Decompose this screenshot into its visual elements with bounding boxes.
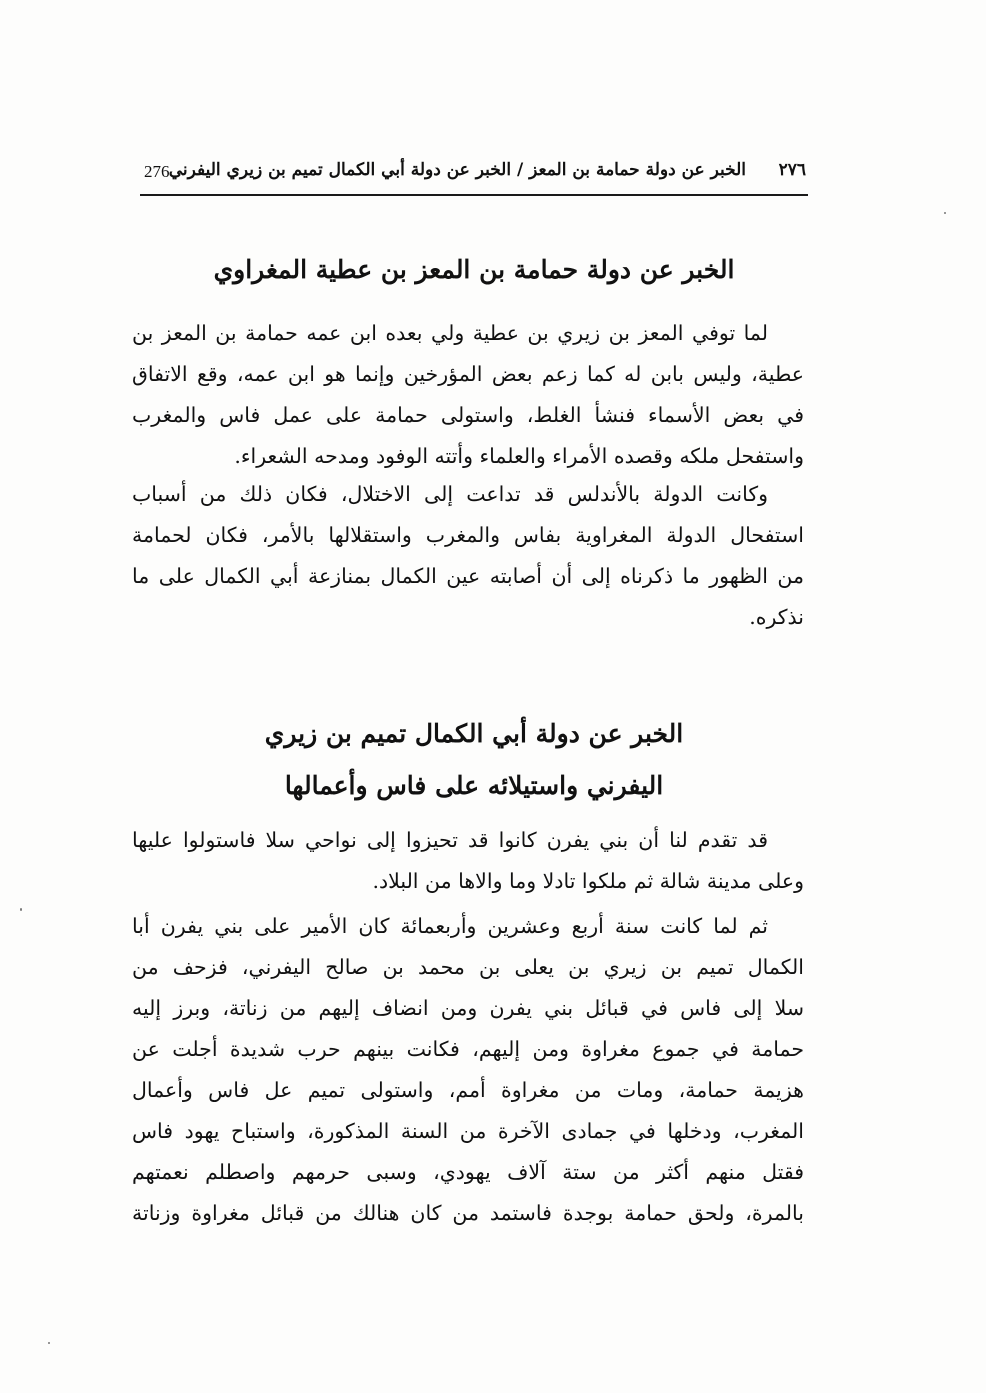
section-title-line: اليفرني واستيلائه على فاس وأعمالها xyxy=(284,771,664,800)
scan-speck xyxy=(48,1342,50,1344)
text-line: ثم لما كانت سنة أربع وعشرين وأربعمائة كان الأمير على بني يفرن أبا xyxy=(132,914,768,938)
text-line: وكانت الدولة بالأندلس قد تداعت إلى الاختلال، فكان ذلك من أسباب xyxy=(132,482,768,506)
scan-speck xyxy=(944,212,946,214)
section-title-tamim xyxy=(140,708,808,812)
scan-speck xyxy=(20,908,22,911)
text-line: حمامة في جموع مغراوة ومن إليهم، فكانت بينهم حرب شديدة أجلت عن xyxy=(132,1037,804,1061)
text-line: استفحال الدولة المغراوية بفاس والمغرب واستقلالها بالأمر، فكان لحمامة xyxy=(132,523,804,547)
text-line: واستفحل ملكه وقصده الأمراء والعلماء وأتته الوفود ومدحه الشعراء. xyxy=(234,444,804,468)
text-line: الكمال تميم بن زيري بن يعلى بن محمد بن صالح اليفرني، فزحف من xyxy=(132,955,804,979)
paragraph xyxy=(132,820,804,902)
text-line: لما توفي المعز بن زيري بن عطية ولي بعده ابن عمه حمامة بن المعز بن xyxy=(132,321,768,345)
text-line: قد تقدم لنا أن بني يفرن كانوا قد تحيزوا إلى نواحي سلا فاستولوا عليها xyxy=(132,828,768,852)
text-line: من الظهور ما ذكرناه إلى أن أصابته عين الكمال بمنازعة أبي الكمال على ما xyxy=(132,564,804,588)
text-line: فقتل منهم أكثر من ستة آلاف يهودي، وسبى حرمهم واصطلم نعمتهم xyxy=(132,1160,804,1184)
text-line: في بعض الأسماء فنشأ الغلط، واستولى حمامة على عمل فاس والمغرب xyxy=(132,403,804,427)
running-header xyxy=(140,160,808,196)
text-line: المغرب، ودخلها في جمادى الآخرة من السنة المذكورة، واستباح يهود فاس xyxy=(132,1119,804,1143)
text-line: وعلى مدينة شالة ثم ملكوا تادلا وما والاها من البلاد. xyxy=(372,869,804,893)
paragraph xyxy=(132,474,804,638)
paragraph xyxy=(132,313,804,477)
page-number-arabic: ٢٧٦ xyxy=(778,160,806,180)
text-line: هزيمة حمامة، ومات من مغراوة أمم، واستولى تميم عل فاس وأعمال xyxy=(132,1078,804,1102)
running-title: الخبر عن دولة حمامة بن المعز / الخبر عن دولة أبي الكمال تميم بن زيري اليفرني xyxy=(168,160,746,180)
section-title-line: الخبر عن دولة أبي الكمال تميم بن زيري xyxy=(264,719,684,748)
paragraph xyxy=(132,906,804,1234)
text-line: نذكره. xyxy=(749,605,804,629)
text-line: بالمرة، ولحق حمامة بوجدة فاستمد من كان هنالك من قبائل مغراوة وزناتة xyxy=(132,1201,804,1225)
text-line: عطية، وليس بابن له كما زعم بعض المؤرخين وإنما هو ابن عمه، وقع الاتفاق xyxy=(132,362,804,386)
page-number-latin: 276 xyxy=(144,162,170,181)
section-title-hamama: الخبر عن دولة حمامة بن المعز بن عطية المغراوي xyxy=(213,255,735,284)
text-line: سلا إلى فاس في قبائل بني يفرن ومن انضاف إليهم من زناتة، وبرز إليه xyxy=(132,996,804,1020)
